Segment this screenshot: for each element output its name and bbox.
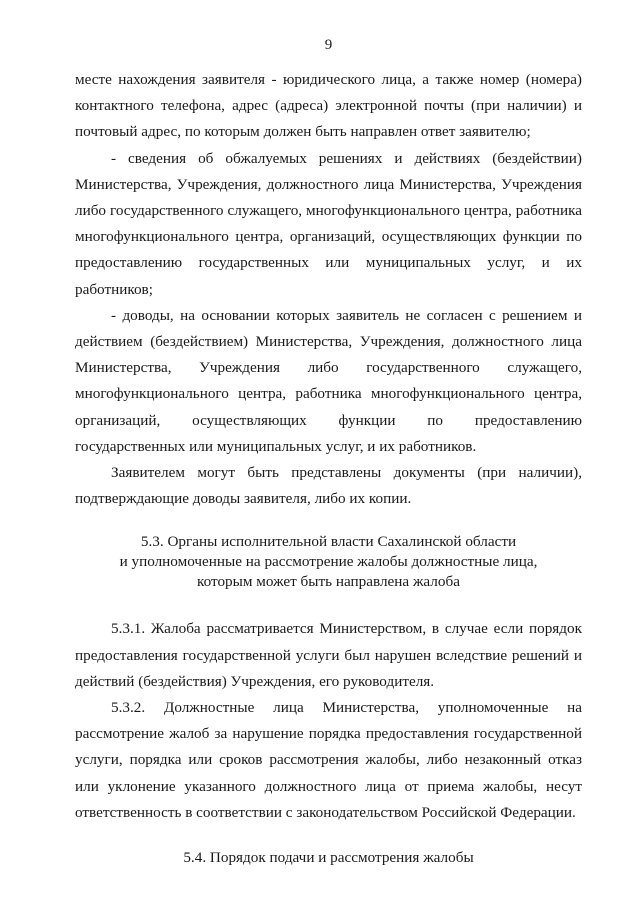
- paragraph-applicant-address: месте нахождения заявителя - юридического лица, а также номер (номера) контактного телефона, адрес (адреса) электронной почты (при наличии) и почтовый адрес, по которым должен быть направлен ответ заявителю;: [75, 71, 582, 141]
- section-heading-5-4: 5.4. Порядок подачи и рассмотрения жалобы: [183, 849, 474, 867]
- paragraph-5-3-1: 5.3.1. Жалоба рассматривается Министерством, в случае если порядок предоставления государственной услуги был нарушен вследствие решений и действий (бездействия) Учреждения, его руководителя.: [75, 620, 582, 690]
- paragraph-arguments: - доводы, на основании которых заявитель не согласен с решением и действием (бездействием) Министерства, Учреждения, должностного лица Министерства, Учреждения либо государственного служащего, многофункционального центра, работника многофункционального центра, организаций, осуществляющих функции по предоставлению государственных или муниципальных услуг, и их работников.: [75, 306, 582, 455]
- section-heading-5-3: [75, 532, 582, 592]
- paragraph-5-3-2: 5.3.2. Должностные лица Министерства, уполномоченные на рассмотрение жалоб за нарушение порядка предоставления государственной услуги, порядка или сроков рассмотрения жалобы, либо незаконный отказ или уклонение указанного должностного лица от приема жалобы, несут ответственность в соответствии с законодательством Российской Федерации.: [75, 699, 582, 821]
- page-number: 9: [324, 37, 333, 53]
- section-heading-5-3-line-1: 5.3. Органы исполнительной власти Сахалинской области: [140, 533, 517, 551]
- section-heading-5-3-line-3: которым может быть направлена жалоба: [197, 573, 460, 591]
- section-heading-5-3-line-2: и уполномоченные на рассмотрение жалобы должностные лица,: [119, 553, 538, 571]
- paragraph-appealed-decisions: - сведения об обжалуемых решениях и действиях (бездействии) Министерства, Учреждения, должностного лица Министерства, Учреждения либо государственного служащего, многофункционального центра, работника многофункционального центра, организаций, осуществляющих функции по предоставлению государственных или муниципальных услуг, и их работников;: [75, 149, 582, 298]
- paragraph-supporting-documents: Заявителем могут быть представлены документы (при наличии), подтверждающие доводы заявителя, либо их копии.: [75, 464, 582, 508]
